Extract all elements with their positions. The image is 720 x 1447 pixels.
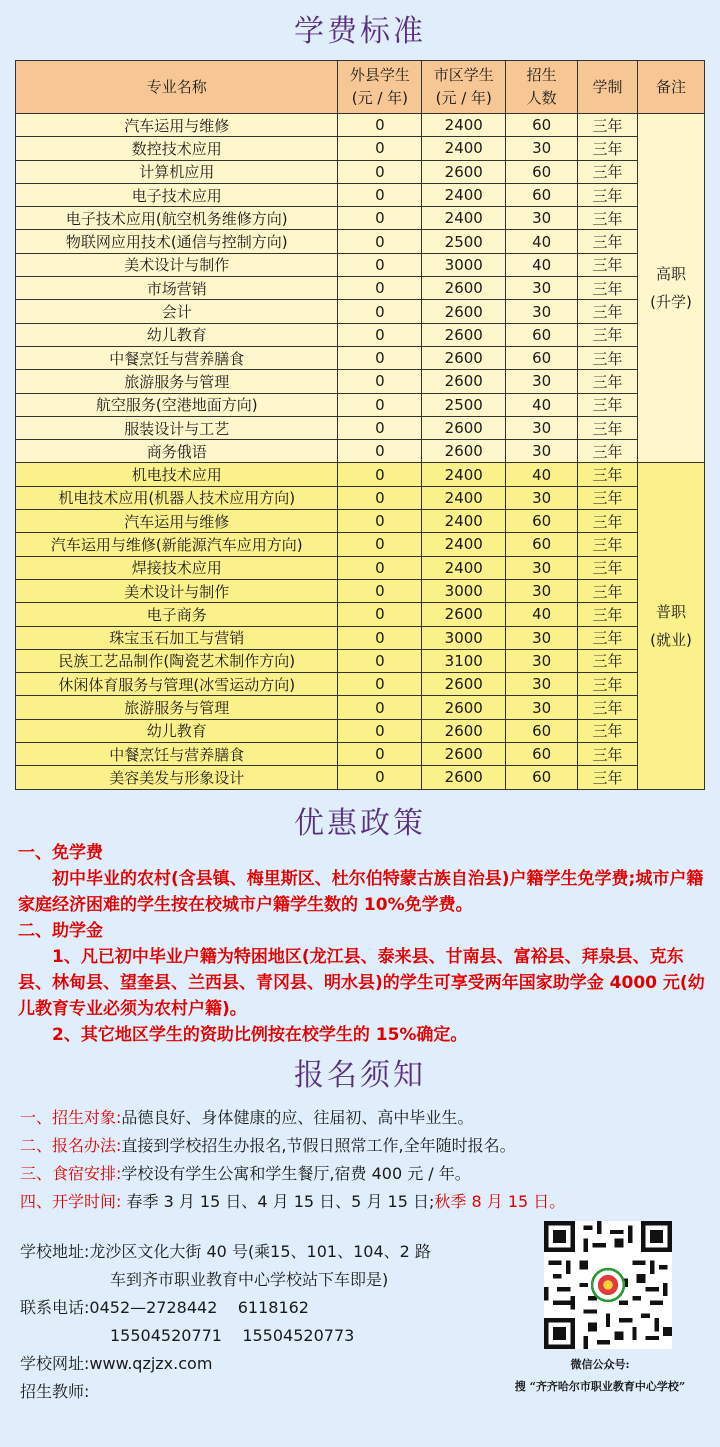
cell-quota: 30 xyxy=(506,486,578,509)
cell-duration: 三年 xyxy=(578,649,638,672)
cell-quota: 60 xyxy=(506,743,578,766)
cell-quota: 30 xyxy=(506,137,578,160)
header-text: 备注 xyxy=(656,77,687,96)
policy-text-1: 初中毕业的农村(含县镇、梅里斯区、杜尔伯特蒙古族自治县)户籍学生免学费;城市户籍家庭经济困难的学生按在校城市户籍学生数的 10%免学费。 xyxy=(18,869,704,915)
header-text: 招生 xyxy=(526,66,557,84)
cell-county-fee: 0 xyxy=(338,253,422,276)
table-row xyxy=(16,533,705,556)
table-row xyxy=(16,300,705,323)
cell-major: 航空服务(空港地面方向) xyxy=(16,393,338,416)
cell-major: 幼儿教育 xyxy=(16,323,338,346)
cell-duration: 三年 xyxy=(578,114,638,137)
cell-quota: 60 xyxy=(506,533,578,556)
policy-heading-2: 二、助学金 xyxy=(18,921,103,941)
header-quota xyxy=(506,61,578,114)
enroll-section xyxy=(20,1104,710,1216)
enroll-text-2: 直接到学校招生办报名,节假日照常工作,全年随时报名。 xyxy=(121,1136,516,1155)
cell-quota: 30 xyxy=(506,673,578,696)
cell-major: 机电技术应用(机器人技术应用方向) xyxy=(16,486,338,509)
cell-major: 市场营销 xyxy=(16,277,338,300)
note-general-vocational xyxy=(638,463,705,789)
cell-duration: 三年 xyxy=(578,696,638,719)
cell-major: 电子技术应用 xyxy=(16,183,338,206)
fee-table xyxy=(15,60,705,790)
cell-duration: 三年 xyxy=(578,370,638,393)
cell-quota: 60 xyxy=(506,114,578,137)
cell-major: 电子商务 xyxy=(16,603,338,626)
policy-title: 优惠政策 xyxy=(294,806,426,841)
table-row xyxy=(16,230,705,253)
address-label: 学校地址: xyxy=(20,1242,90,1261)
note-text: (就业) xyxy=(650,631,692,650)
cell-duration: 三年 xyxy=(578,440,638,463)
cell-quota: 30 xyxy=(506,370,578,393)
qr-caption xyxy=(480,1354,720,1398)
cell-city-fee: 2400 xyxy=(422,556,506,579)
cell-county-fee: 0 xyxy=(338,346,422,369)
enroll-text-1: 品德良好、身体健康的应、往届初、高中毕业生。 xyxy=(121,1108,474,1127)
cell-quota: 40 xyxy=(506,603,578,626)
cell-city-fee: 2400 xyxy=(422,510,506,533)
table-row xyxy=(16,277,705,300)
web-label: 学校网址: xyxy=(20,1354,90,1373)
cell-duration: 三年 xyxy=(578,510,638,533)
enroll-spring: 春季 3 月 15 日、4 月 15 日、5 月 15 日; xyxy=(121,1192,435,1211)
header-text: 市区学生 xyxy=(433,66,494,84)
cell-duration: 三年 xyxy=(578,486,638,509)
header-text: 人数 xyxy=(526,89,557,107)
cell-duration: 三年 xyxy=(578,346,638,369)
cell-major: 民族工艺品制作(陶瓷艺术制作方向) xyxy=(16,649,338,672)
cell-county-fee: 0 xyxy=(338,533,422,556)
table-row xyxy=(16,393,705,416)
table-row xyxy=(16,766,705,789)
cell-city-fee: 2400 xyxy=(422,114,506,137)
cell-major: 美术设计与制作 xyxy=(16,579,338,602)
cell-major: 物联网应用技术(通信与控制方向) xyxy=(16,230,338,253)
cell-duration: 三年 xyxy=(578,207,638,230)
enroll-label-2: 二、报名办法: xyxy=(20,1136,122,1155)
address-line-1 xyxy=(20,1238,520,1266)
cell-city-fee: 2400 xyxy=(422,183,506,206)
phone-label: 联系电话: xyxy=(20,1298,90,1317)
cell-duration: 三年 xyxy=(578,556,638,579)
header-note xyxy=(638,61,705,114)
cell-county-fee: 0 xyxy=(338,323,422,346)
cell-quota: 30 xyxy=(506,579,578,602)
cell-major: 旅游服务与管理 xyxy=(16,370,338,393)
table-row xyxy=(16,416,705,439)
header-text: 外县学生 xyxy=(349,66,410,84)
cell-county-fee: 0 xyxy=(338,416,422,439)
cell-city-fee: 2600 xyxy=(422,603,506,626)
cell-city-fee: 2600 xyxy=(422,696,506,719)
table-row xyxy=(16,696,705,719)
cell-duration: 三年 xyxy=(578,300,638,323)
cell-duration: 三年 xyxy=(578,719,638,742)
cell-quota: 30 xyxy=(506,556,578,579)
cell-city-fee: 2600 xyxy=(422,673,506,696)
cell-county-fee: 0 xyxy=(338,230,422,253)
cell-county-fee: 0 xyxy=(338,440,422,463)
cell-county-fee: 0 xyxy=(338,160,422,183)
cell-duration: 三年 xyxy=(578,253,638,276)
cell-city-fee: 2600 xyxy=(422,766,506,789)
phone-text-1[interactable]: 0452—2728442 6118162 xyxy=(89,1298,309,1317)
cell-city-fee: 3100 xyxy=(422,649,506,672)
cell-quota: 30 xyxy=(506,277,578,300)
teacher-label: 招生教师: xyxy=(20,1382,90,1401)
cell-city-fee: 3000 xyxy=(422,626,506,649)
table-row xyxy=(16,626,705,649)
wechat-qr-code[interactable] xyxy=(544,1221,672,1349)
cell-county-fee: 0 xyxy=(338,556,422,579)
cell-quota: 60 xyxy=(506,183,578,206)
table-row xyxy=(16,207,705,230)
cell-major: 汽车运用与维修(新能源汽车应用方向) xyxy=(16,533,338,556)
policy-heading-1: 一、免学费 xyxy=(18,843,103,863)
table-row xyxy=(16,743,705,766)
enroll-line-1 xyxy=(20,1104,710,1132)
cell-duration: 三年 xyxy=(578,183,638,206)
cell-quota: 30 xyxy=(506,440,578,463)
address-line-2 xyxy=(20,1266,520,1294)
enroll-line-2 xyxy=(20,1132,710,1160)
cell-county-fee: 0 xyxy=(338,486,422,509)
cell-major: 中餐烹饪与营养膳食 xyxy=(16,743,338,766)
cell-major: 服装设计与工艺 xyxy=(16,416,338,439)
table-row xyxy=(16,370,705,393)
cell-county-fee: 0 xyxy=(338,114,422,137)
cell-quota: 40 xyxy=(506,230,578,253)
cell-major: 中餐烹饪与营养膳食 xyxy=(16,346,338,369)
cell-county-fee: 0 xyxy=(338,673,422,696)
cell-city-fee: 2600 xyxy=(422,719,506,742)
table-row xyxy=(16,579,705,602)
note-text: (升学) xyxy=(650,293,692,312)
cell-duration: 三年 xyxy=(578,603,638,626)
cell-city-fee: 2600 xyxy=(422,370,506,393)
enroll-label-3: 三、食宿安排: xyxy=(20,1164,122,1183)
enroll-label-1: 一、招生对象: xyxy=(20,1108,122,1127)
enroll-line-3 xyxy=(20,1160,710,1188)
table-row xyxy=(16,160,705,183)
cell-duration: 三年 xyxy=(578,160,638,183)
cell-city-fee: 2600 xyxy=(422,160,506,183)
cell-major: 珠宝玉石加工与营销 xyxy=(16,626,338,649)
cell-county-fee: 0 xyxy=(338,766,422,789)
cell-major: 商务俄语 xyxy=(16,440,338,463)
note-text: 普职 xyxy=(656,603,687,622)
cell-duration: 三年 xyxy=(578,323,638,346)
cell-county-fee: 0 xyxy=(338,626,422,649)
cell-county-fee: 0 xyxy=(338,510,422,533)
cell-county-fee: 0 xyxy=(338,277,422,300)
cell-city-fee: 2500 xyxy=(422,230,506,253)
table-row xyxy=(16,323,705,346)
qr-caption-1: 微信公众号: xyxy=(570,1358,630,1371)
note-higher-vocational xyxy=(638,114,705,463)
phone-line-2 xyxy=(20,1322,520,1350)
enroll-title: 报名须知 xyxy=(294,1058,426,1093)
header-text: 专业名称 xyxy=(146,77,207,96)
enroll-label-4: 四、开学时间: xyxy=(20,1192,122,1211)
cell-major: 电子技术应用(航空机务维修方向) xyxy=(16,207,338,230)
cell-quota: 40 xyxy=(506,463,578,486)
cell-city-fee: 3000 xyxy=(422,579,506,602)
table-row xyxy=(16,253,705,276)
header-city-fee xyxy=(422,61,506,114)
cell-city-fee: 2400 xyxy=(422,463,506,486)
cell-county-fee: 0 xyxy=(338,463,422,486)
cell-major: 旅游服务与管理 xyxy=(16,696,338,719)
cell-quota: 60 xyxy=(506,719,578,742)
header-major xyxy=(16,61,338,114)
table-header-row xyxy=(16,61,705,114)
cell-county-fee: 0 xyxy=(338,579,422,602)
enroll-line-4 xyxy=(20,1188,710,1216)
cell-duration: 三年 xyxy=(578,230,638,253)
table-row xyxy=(16,183,705,206)
cell-major: 休闲体育服务与管理(冰雪运动方向) xyxy=(16,673,338,696)
cell-county-fee: 0 xyxy=(338,649,422,672)
cell-county-fee: 0 xyxy=(338,719,422,742)
cell-county-fee: 0 xyxy=(338,183,422,206)
cell-duration: 三年 xyxy=(578,673,638,696)
cell-county-fee: 0 xyxy=(338,137,422,160)
header-text: (元 / 年) xyxy=(351,89,409,107)
cell-city-fee: 2400 xyxy=(422,207,506,230)
cell-quota: 30 xyxy=(506,696,578,719)
enroll-text-3: 学校设有学生公寓和学生餐厅,宿费 400 元 / 年。 xyxy=(121,1164,471,1183)
table-row xyxy=(16,114,705,137)
cell-duration: 三年 xyxy=(578,393,638,416)
cell-city-fee: 2500 xyxy=(422,393,506,416)
table-row xyxy=(16,510,705,533)
web-link[interactable]: www.qzjzx.com xyxy=(89,1354,213,1373)
cell-city-fee: 3000 xyxy=(422,253,506,276)
cell-county-fee: 0 xyxy=(338,603,422,626)
cell-major: 美容美发与形象设计 xyxy=(16,766,338,789)
cell-quota: 30 xyxy=(506,207,578,230)
cell-quota: 30 xyxy=(506,300,578,323)
cell-duration: 三年 xyxy=(578,579,638,602)
cell-duration: 三年 xyxy=(578,277,638,300)
cell-quota: 40 xyxy=(506,393,578,416)
cell-city-fee: 2600 xyxy=(422,323,506,346)
cell-city-fee: 2600 xyxy=(422,416,506,439)
table-row xyxy=(16,673,705,696)
cell-city-fee: 2400 xyxy=(422,137,506,160)
address-text-1: 龙沙区文化大街 40 号(乘15、101、104、2 路 xyxy=(89,1242,431,1261)
cell-major: 汽车运用与维修 xyxy=(16,114,338,137)
cell-major: 汽车运用与维修 xyxy=(16,510,338,533)
cell-major: 会计 xyxy=(16,300,338,323)
cell-county-fee: 0 xyxy=(338,743,422,766)
cell-major: 计算机应用 xyxy=(16,160,338,183)
cell-duration: 三年 xyxy=(578,766,638,789)
cell-duration: 三年 xyxy=(578,533,638,556)
table-row xyxy=(16,486,705,509)
cell-quota: 60 xyxy=(506,160,578,183)
table-row xyxy=(16,556,705,579)
cell-quota: 60 xyxy=(506,346,578,369)
header-text: 学制 xyxy=(592,77,623,96)
note-text: 高职 xyxy=(656,265,687,284)
table-row xyxy=(16,440,705,463)
policy-text-2: 1、凡已初中毕业户籍为特困地区(龙江县、泰来县、甘南县、富裕县、拜泉县、克东县、林甸县、望奎县、兰西县、青冈县、明水县)的学生可享受两年国家助学金 4000 元(幼儿教育专业必须为农村户籍)。 xyxy=(18,947,705,1019)
cell-quota: 30 xyxy=(506,626,578,649)
header-county-fee xyxy=(338,61,422,114)
enroll-autumn: 秋季 8 月 15 日。 xyxy=(434,1192,566,1211)
table-row xyxy=(16,603,705,626)
cell-city-fee: 2600 xyxy=(422,743,506,766)
cell-major: 幼儿教育 xyxy=(16,719,338,742)
web-line xyxy=(20,1350,520,1378)
cell-county-fee: 0 xyxy=(338,393,422,416)
cell-county-fee: 0 xyxy=(338,300,422,323)
cell-major: 焊接技术应用 xyxy=(16,556,338,579)
cell-quota: 60 xyxy=(506,766,578,789)
cell-city-fee: 2600 xyxy=(422,300,506,323)
table-row xyxy=(16,137,705,160)
cell-duration: 三年 xyxy=(578,743,638,766)
cell-duration: 三年 xyxy=(578,626,638,649)
header-duration xyxy=(578,61,638,114)
address-text-2: 车到齐市职业教育中心学校站下车即是) xyxy=(110,1270,389,1289)
cell-city-fee: 2400 xyxy=(422,486,506,509)
cell-quota: 40 xyxy=(506,253,578,276)
cell-duration: 三年 xyxy=(578,416,638,439)
header-text: (元 / 年) xyxy=(435,89,492,107)
cell-major: 数控技术应用 xyxy=(16,137,338,160)
table-row xyxy=(16,463,705,486)
cell-major: 机电技术应用 xyxy=(16,463,338,486)
cell-quota: 30 xyxy=(506,649,578,672)
cell-quota: 60 xyxy=(506,510,578,533)
policy-section xyxy=(18,840,708,1048)
cell-county-fee: 0 xyxy=(338,370,422,393)
cell-quota: 30 xyxy=(506,416,578,439)
cell-county-fee: 0 xyxy=(338,696,422,719)
cell-city-fee: 2600 xyxy=(422,346,506,369)
phone-line-1 xyxy=(20,1294,520,1322)
teacher-line xyxy=(20,1378,520,1406)
fee-standard-title: 学费标准 xyxy=(294,14,426,49)
table-row xyxy=(16,649,705,672)
cell-county-fee: 0 xyxy=(338,207,422,230)
phone-text-2[interactable]: 15504520771 15504520773 xyxy=(110,1326,355,1345)
cell-quota: 60 xyxy=(506,323,578,346)
cell-duration: 三年 xyxy=(578,137,638,160)
policy-text-3: 2、其它地区学生的资助比例按在校学生的 15%确定。 xyxy=(52,1025,468,1045)
cell-city-fee: 2400 xyxy=(422,533,506,556)
cell-city-fee: 2600 xyxy=(422,277,506,300)
table-row xyxy=(16,719,705,742)
cell-city-fee: 2600 xyxy=(422,440,506,463)
cell-duration: 三年 xyxy=(578,463,638,486)
qr-caption-2: 搜 “齐齐哈尔市职业教育中心学校” xyxy=(514,1380,686,1393)
cell-major: 美术设计与制作 xyxy=(16,253,338,276)
contact-section xyxy=(20,1238,520,1406)
table-row xyxy=(16,346,705,369)
